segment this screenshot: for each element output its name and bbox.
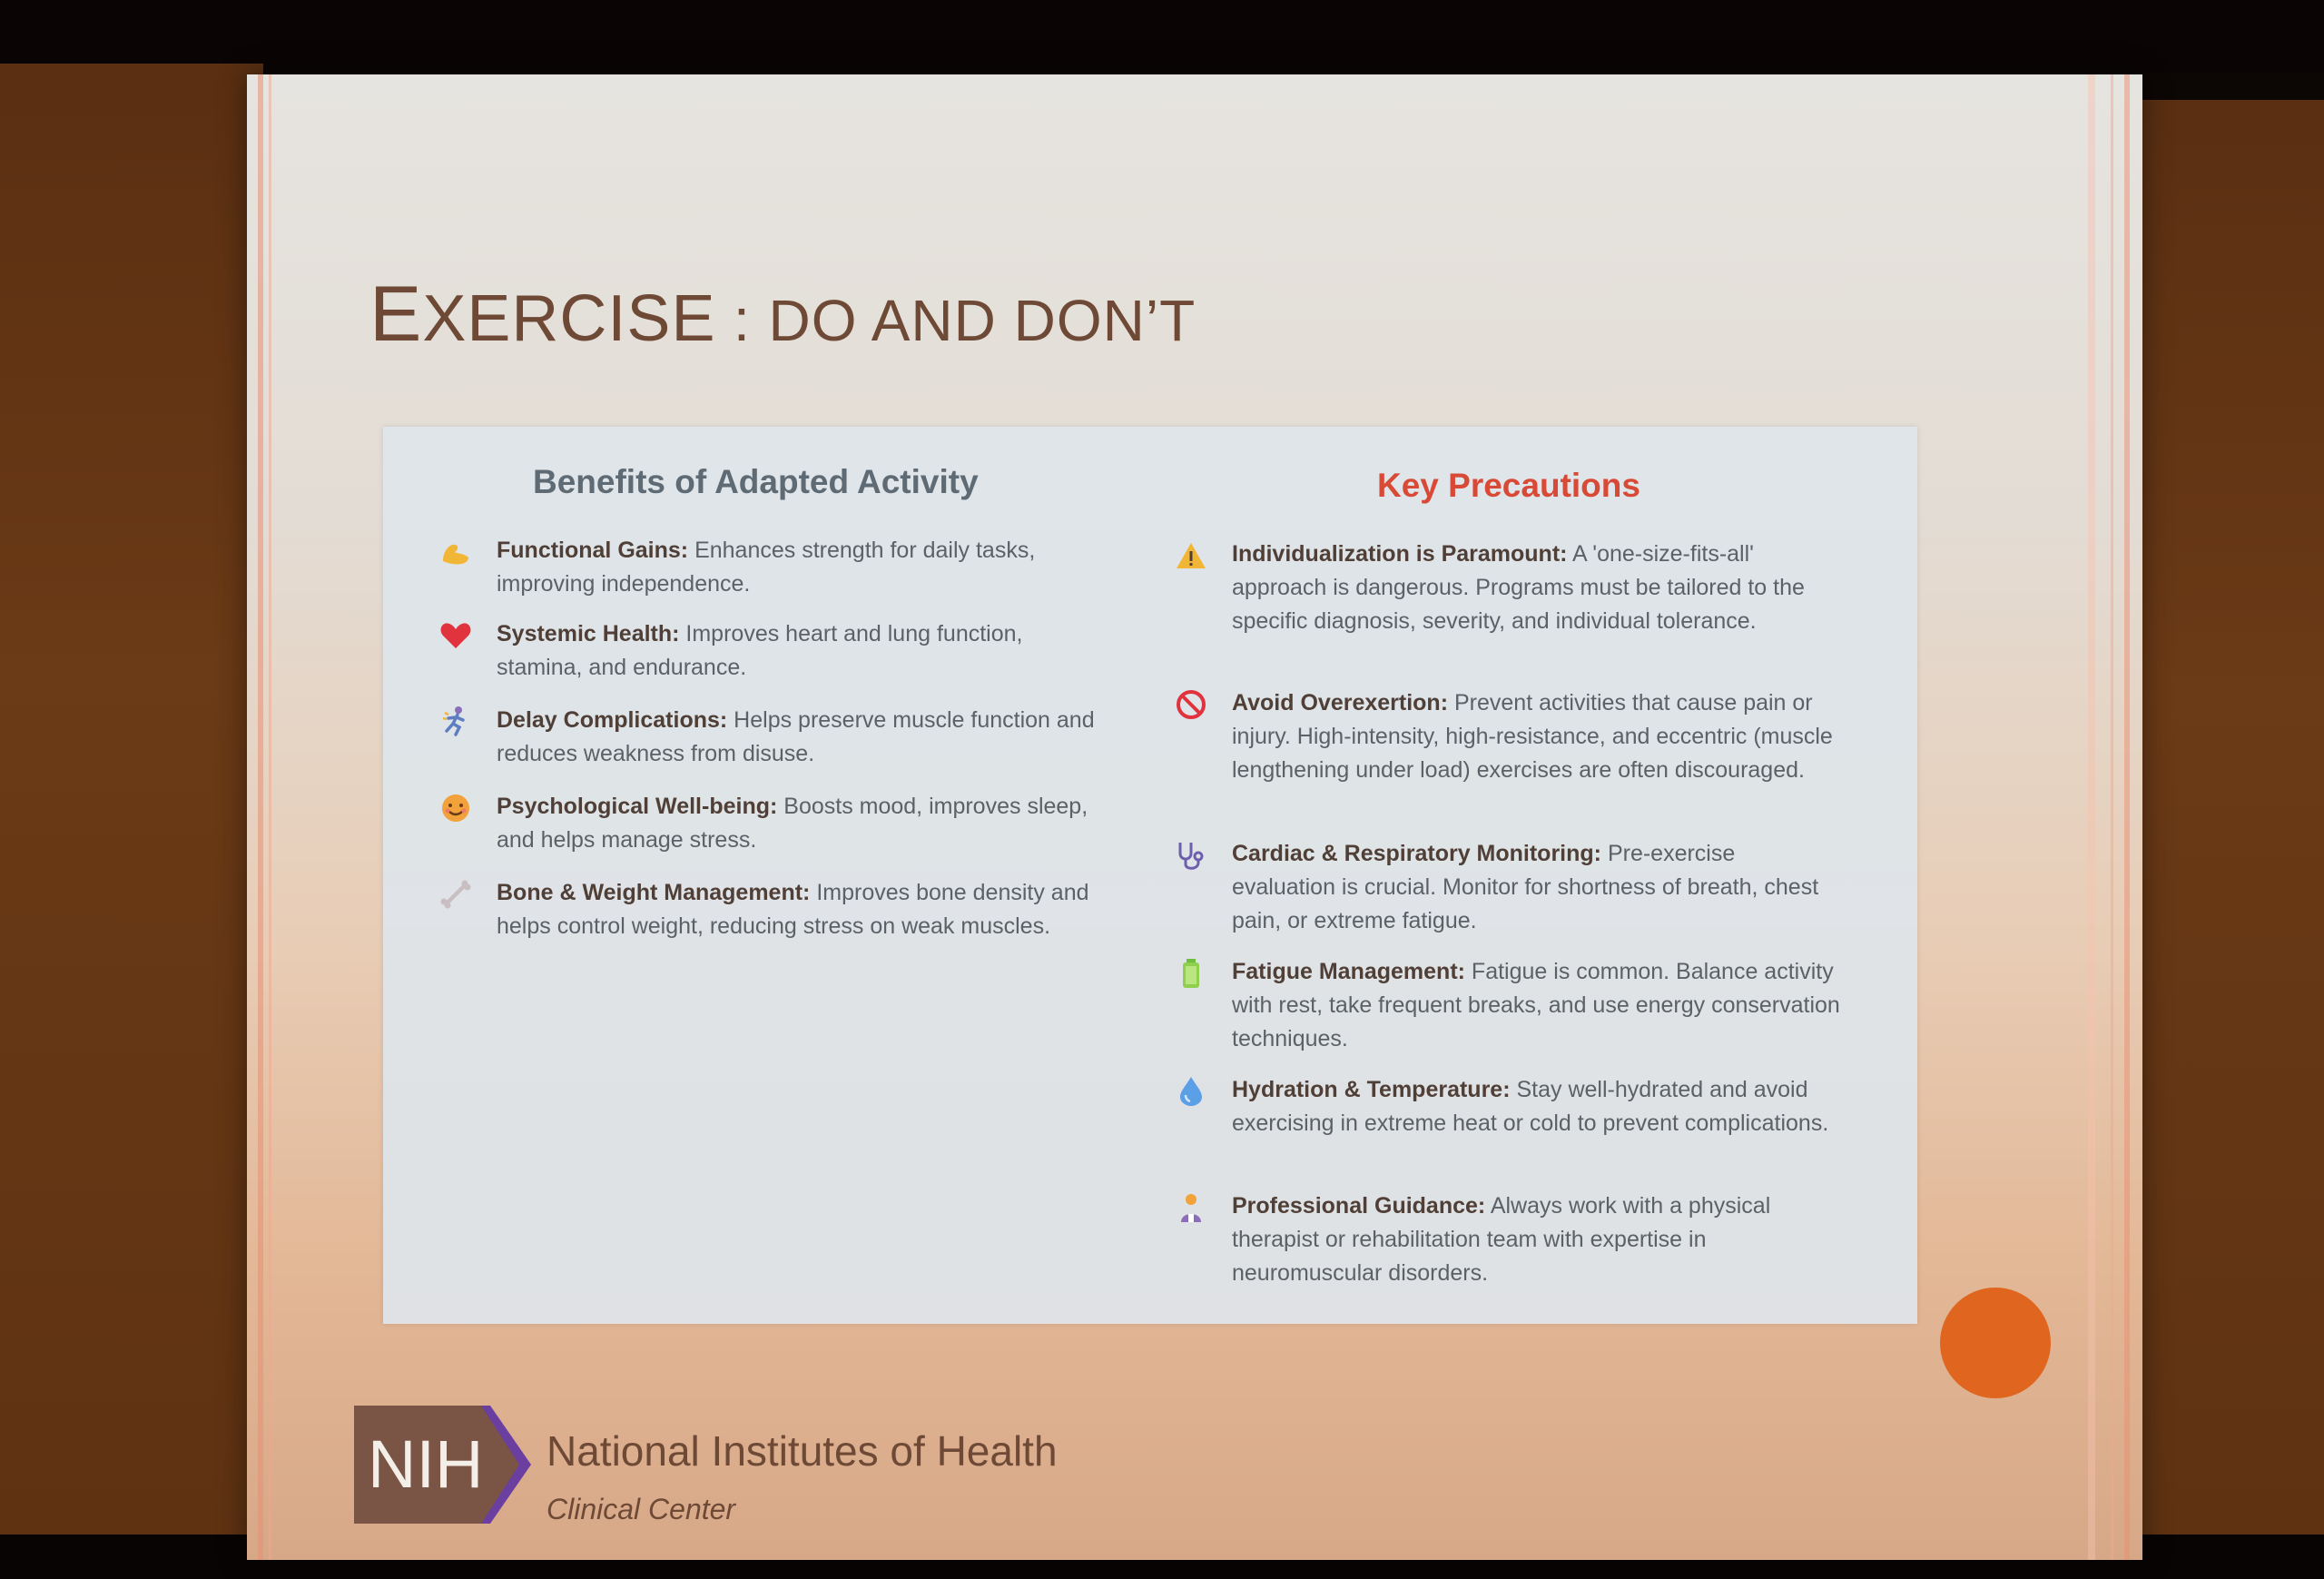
precautions-heading: Key Precautions (1377, 467, 1640, 504)
precaution-item-overexertion (1173, 686, 1845, 787)
projection-screen (247, 74, 2142, 1560)
benefit-text: Boosts mood, improves sleep, and helps manage stress. (497, 794, 1088, 853)
benefit-text: Improves bone density and helps control weight, reducing stress on weak muscles. (497, 880, 1089, 939)
content-panel (383, 427, 1917, 1324)
precaution-item-hydration (1173, 1073, 1845, 1140)
benefit-text: Enhances strength for daily tasks, improving independence. (497, 538, 1036, 597)
runner-icon (438, 704, 474, 740)
heart-icon (438, 617, 474, 654)
precaution-label: Professional Guidance: (1232, 1193, 1486, 1219)
precaution-label: Individualization is Paramount: (1232, 541, 1568, 567)
accent-circle (1940, 1288, 2051, 1398)
precaution-label: Avoid Overexertion: (1232, 690, 1449, 715)
precaution-item-cardiac (1173, 837, 1845, 938)
org-name: National Institutes of Health (547, 1427, 1058, 1475)
bone-icon (438, 876, 474, 913)
slide-right-border-thin (2111, 74, 2113, 1560)
precaution-item-professional (1173, 1189, 1845, 1290)
title-first-letter: E (369, 271, 423, 358)
benefits-heading: Benefits of Adapted Activity (533, 463, 979, 500)
nih-logo-text: NIH (368, 1426, 484, 1502)
benefit-item-delay-complications (438, 704, 1100, 771)
precaution-label: Fatigue Management: (1232, 959, 1465, 984)
precaution-item-fatigue (1173, 955, 1845, 1056)
precaution-text: Always work with a physical therapist or rehabilitation team with expertise in neuromuscular disorders. (1232, 1193, 1771, 1286)
title-rest: DO AND DON’T (768, 288, 1196, 353)
title-main: XERCISE (422, 282, 716, 355)
slide-left-border (258, 74, 263, 1560)
precaution-text: Prevent activities that cause pain or injury. High-intensity, high-resistance, and eccentric (muscle lengthening under load) exercises are often discouraged. (1232, 690, 1833, 783)
room-wall-left (0, 64, 263, 1579)
precaution-item-individualization (1173, 538, 1845, 638)
benefit-item-psychological (438, 790, 1100, 857)
slide-title (369, 270, 1196, 360)
room-top-dark (0, 0, 2324, 73)
benefit-text: Helps preserve muscle function and reduces weakness from disuse. (497, 707, 1095, 766)
precaution-text: Fatigue is common. Balance activity with rest, take frequent breaks, and use energy conservation techniques. (1232, 959, 1840, 1051)
warning-icon (1173, 538, 1209, 574)
droplet-icon (1173, 1073, 1209, 1110)
benefit-item-bone-weight (438, 876, 1100, 943)
battery-icon (1173, 955, 1209, 992)
smiling-face-icon (438, 790, 474, 826)
precaution-label: Cardiac & Respiratory Monitoring: (1232, 841, 1601, 866)
precaution-label: Hydration & Temperature: (1232, 1077, 1511, 1102)
org-subtitle: Clinical Center (547, 1493, 736, 1525)
precaution-text: Stay well-hydrated and avoid exercising in extreme heat or cold to prevent complications. (1232, 1077, 1829, 1136)
title-colon: : (715, 286, 769, 353)
flexed-bicep-icon (438, 534, 474, 570)
benefit-label: Bone & Weight Management: (497, 880, 811, 905)
slide-right-border-wide (2088, 74, 2095, 1560)
room-wall-right (2115, 100, 2324, 1579)
slide-right-border (2124, 74, 2130, 1560)
stethoscope-icon (1173, 837, 1209, 873)
benefit-label: Psychological Well-being: (497, 794, 778, 819)
precaution-text: A 'one-size-fits-all' approach is dangerous. Programs must be tailored to the specific diagnosis, severity, and individual tolerance. (1232, 541, 1805, 634)
benefit-label: Delay Complications: (497, 707, 728, 733)
benefit-label: Systemic Health: (497, 621, 680, 646)
nih-logo (354, 1406, 536, 1524)
health-worker-icon (1173, 1189, 1209, 1226)
benefit-text: Improves heart and lung function, stamina, and endurance. (497, 621, 1023, 680)
benefit-item-systemic-health (438, 617, 1100, 685)
benefit-item-functional-gains (438, 534, 1100, 601)
precaution-text: Pre-exercise evaluation is crucial. Monitor for shortness of breath, chest pain, or extreme fatigue. (1232, 841, 1819, 933)
slide-left-border-thin (269, 74, 271, 1560)
benefit-label: Functional Gains: (497, 538, 689, 563)
prohibited-icon (1173, 686, 1209, 723)
